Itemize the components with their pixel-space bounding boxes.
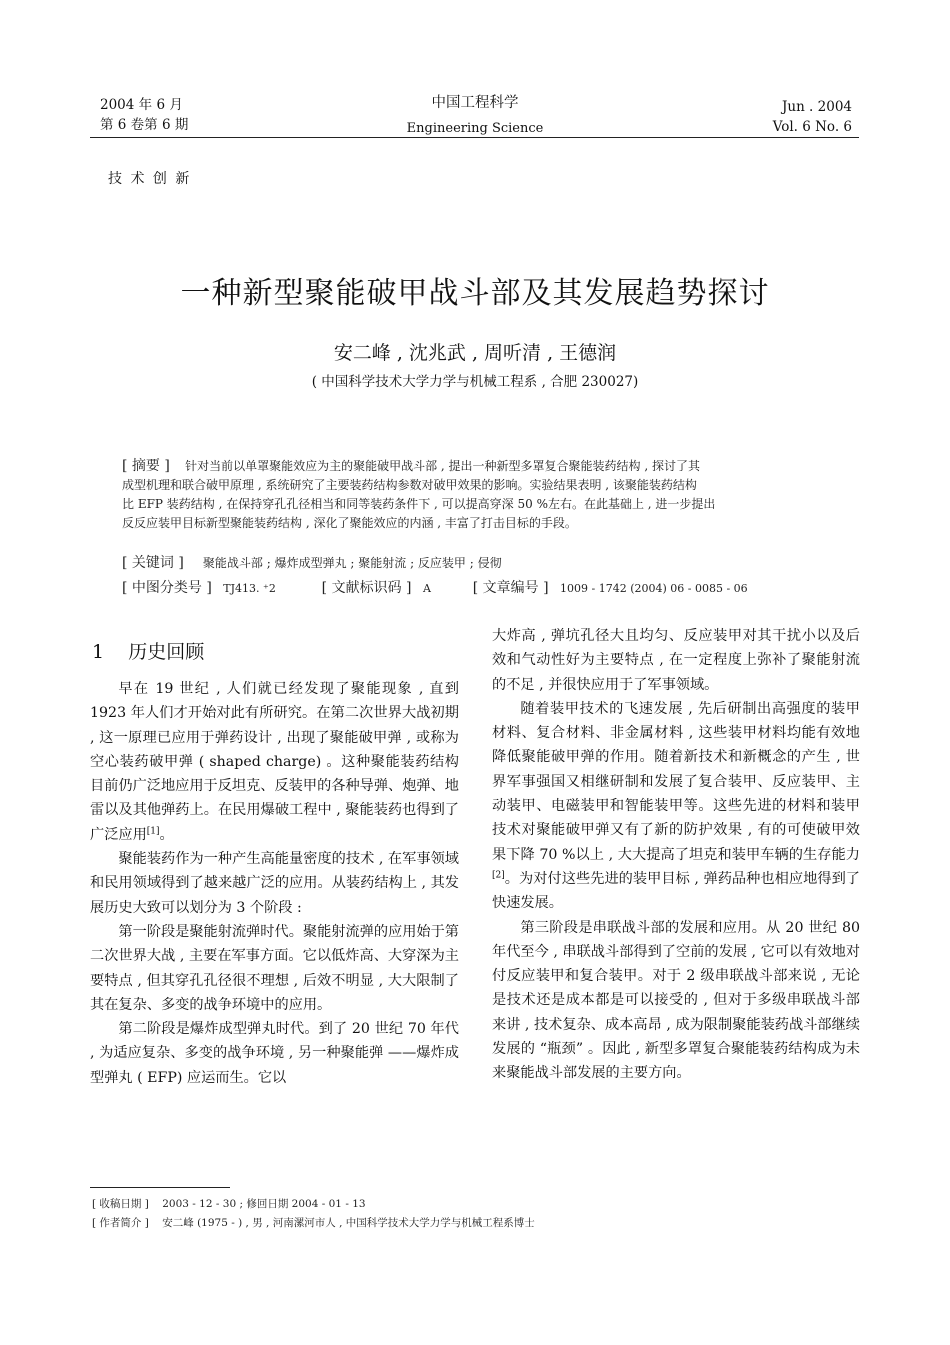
abstract-line-2: 成型机理和联合破甲原理 , 系统研究了主要装药结构参数对破甲效果的影响。实验结果表明 , 该聚能装药结构 — [122, 478, 697, 492]
article-no-value: 1009 - 1742 (2004) 06 - 0085 - 06 — [560, 582, 748, 595]
issue-date-en: Jun . 2004 — [781, 99, 852, 115]
abstract-line-1 — [122, 457, 834, 476]
header-rule — [90, 137, 859, 138]
classification — [122, 577, 842, 597]
paragraph-text: 。 — [159, 826, 174, 843]
journal-name-cn: 中国工程科学 — [431, 95, 519, 111]
abstract-line-4: 反反应装甲目标新型聚能装药结构 , 深化了聚能效应的内涵 , 丰富了打击目标的手段。 — [122, 516, 577, 530]
keywords-text: 聚能战斗部 ; 爆炸成型弹丸 ; 聚能射流 ; 反应装甲 ; 侵彻 — [202, 556, 502, 570]
paragraph: 第三阶段是串联战斗部的发展和应用。从 20 世纪 80 年代至今 , 串联战斗部得到了空前的发展 , 它可以有效地对付反应装甲和复合装甲。对于 2 级串联战斗部来说 , 无论是技术还是成本都是可以接受的 , 但对于多级串联战斗部来讲 , 技术复杂、成本高昂 , 成为限制聚能装药战斗部继续发展的 “瓶颈” 。因此 , 新型多罩复合聚能装药结构成为未来聚能战斗部发展的主要方向。 — [492, 919, 860, 1082]
issue-date-cn: 2004 年 6 月 — [100, 97, 183, 113]
authors: 安二峰 , 沈兆武 , 周听清 , 王德润 — [333, 342, 617, 364]
paragraph: 大炸高 , 弹坑孔径大且均匀、反应装甲对其干扰小以及后效和气动性好为主要特点 , 在一定程度上弥补了聚能射流的不足 , 并很快应用于了军事领域。 — [492, 628, 860, 693]
keywords — [122, 552, 502, 572]
column-label: 技 术 创 新 — [108, 171, 192, 187]
doc-code-value: A — [422, 582, 431, 595]
header-right — [773, 97, 852, 137]
clc-value: TJ413. ⁺2 — [223, 582, 276, 595]
section-title: 历史回顾 — [128, 641, 205, 663]
section-heading — [92, 637, 204, 664]
volume-cn: 第 6 卷第 6 期 — [100, 117, 189, 133]
paragraph-text: 。为对付这些先进的装甲目标 , 弹药品种也相应地得到了快速发展。 — [492, 870, 860, 912]
keywords-label: [ 关键词 ] — [122, 555, 184, 571]
abstract — [122, 457, 834, 533]
section-number: 1 — [92, 641, 105, 663]
paragraph: 聚能装药作为一种产生高能量密度的技术 , 在军事领域和民用领域得到了越来越广泛的应用。从装药结构上 , 其发展历史大致可以划分为 3 个阶段 : — [90, 851, 459, 916]
clc-label: [ 中图分类号 ] — [122, 580, 212, 596]
abstract-label: [ 摘要 ] — [122, 458, 170, 474]
footnote-author — [92, 1215, 535, 1230]
journal-name-en: Engineering Science — [406, 121, 544, 136]
footnote-rule — [90, 1187, 230, 1188]
doc-code-label: [ 文献标识码 ] — [321, 580, 412, 596]
affiliation: ( 中国科学技术大学力学与机械工程系 , 合肥 230027) — [311, 374, 639, 390]
paragraph-text: 随着装甲技术的飞速发展 , 先后研制出高强度的装甲材料、复合材料、非金属材料 , 这些装甲材料均能有效地降低聚能破甲弹的作用。随着新技术和新概念的产生 , 世界军事强国又相继研制和发展了复合装甲、反应装甲、主动装甲、电磁装甲和智能装甲等。这些先进的材料和装甲技术对聚能破甲弹又有了新的防护效果 , 有的可使破甲效果下降 70 %以上 , 大大提高了坦克和装甲车辆的生存能力 — [492, 700, 860, 863]
volume-en: Vol. 6 No. 6 — [772, 119, 852, 135]
left-column — [90, 677, 459, 1090]
footnote-received — [92, 1196, 366, 1211]
abstract-text-1: 针对当前以单罩聚能效应为主的聚能破甲战斗部 , 提出一种新型多罩复合聚能装药结构 , 探讨了其 — [185, 459, 700, 473]
paragraph: 第二阶段是爆炸成型弹丸时代。到了 20 世纪 70 年代 , 为适应复杂、多变的战争环境 , 另一种聚能弹 ——爆炸成型弹丸 ( EFP) 应运而生。它以 — [90, 1021, 459, 1086]
citation: [2] — [492, 870, 505, 881]
paragraph — [492, 697, 860, 916]
received-label: [ 收稿日期 ] — [92, 1198, 149, 1210]
abstract-line-3: 比 EFP 装药结构 , 在保持穿孔孔径相当和同等装药条件下 , 可以提高穿深 50 %左右。在此基础上 , 进一步提出 — [122, 497, 716, 511]
author-bio-text: 安二峰 (1975 - ) , 男 , 河南漯河市人 , 中国科学技术大学力学与机械工程系博士 — [162, 1217, 535, 1229]
citation: [1] — [146, 826, 160, 837]
right-column — [492, 624, 860, 1086]
paragraph-text: 早在 19 世纪 , 人们就已经发现了聚能现象 , 直到 1923 年人们才开始对此有所研究。在第二次世界大战初期 , 这一原理已应用于弹药设计 , 出现了聚能破甲弹 , 或称为空心装药破甲弹 ( shaped charge) 。这种聚能装药结构目前仍广泛地应用于反坦克、反装甲的各种导弹、炮弹、地雷以及其他弹药上。在民用爆破工程中 , 聚能装药也得到了广泛应用 — [90, 681, 459, 843]
paragraph — [90, 677, 459, 847]
author-bio-label: [ 作者简介 ] — [92, 1217, 149, 1229]
received-text: 2003 - 12 - 30 ; 修回日期 2004 - 01 - 13 — [162, 1198, 366, 1210]
article-no-label: [ 文章编号 ] — [472, 580, 549, 596]
article-title: 一种新型聚能破甲战斗部及其发展趋势探讨 — [180, 276, 770, 311]
paragraph: 第一阶段是聚能射流弹时代。聚能射流弹的应用始于第二次世界大战 , 主要在军事方面。它以低炸高、大穿深为主要特点 , 但其穿孔孔径很不理想 , 后效不明显 , 大大限制了其在复杂、多变的战争环境中的应用。 — [90, 923, 459, 1013]
